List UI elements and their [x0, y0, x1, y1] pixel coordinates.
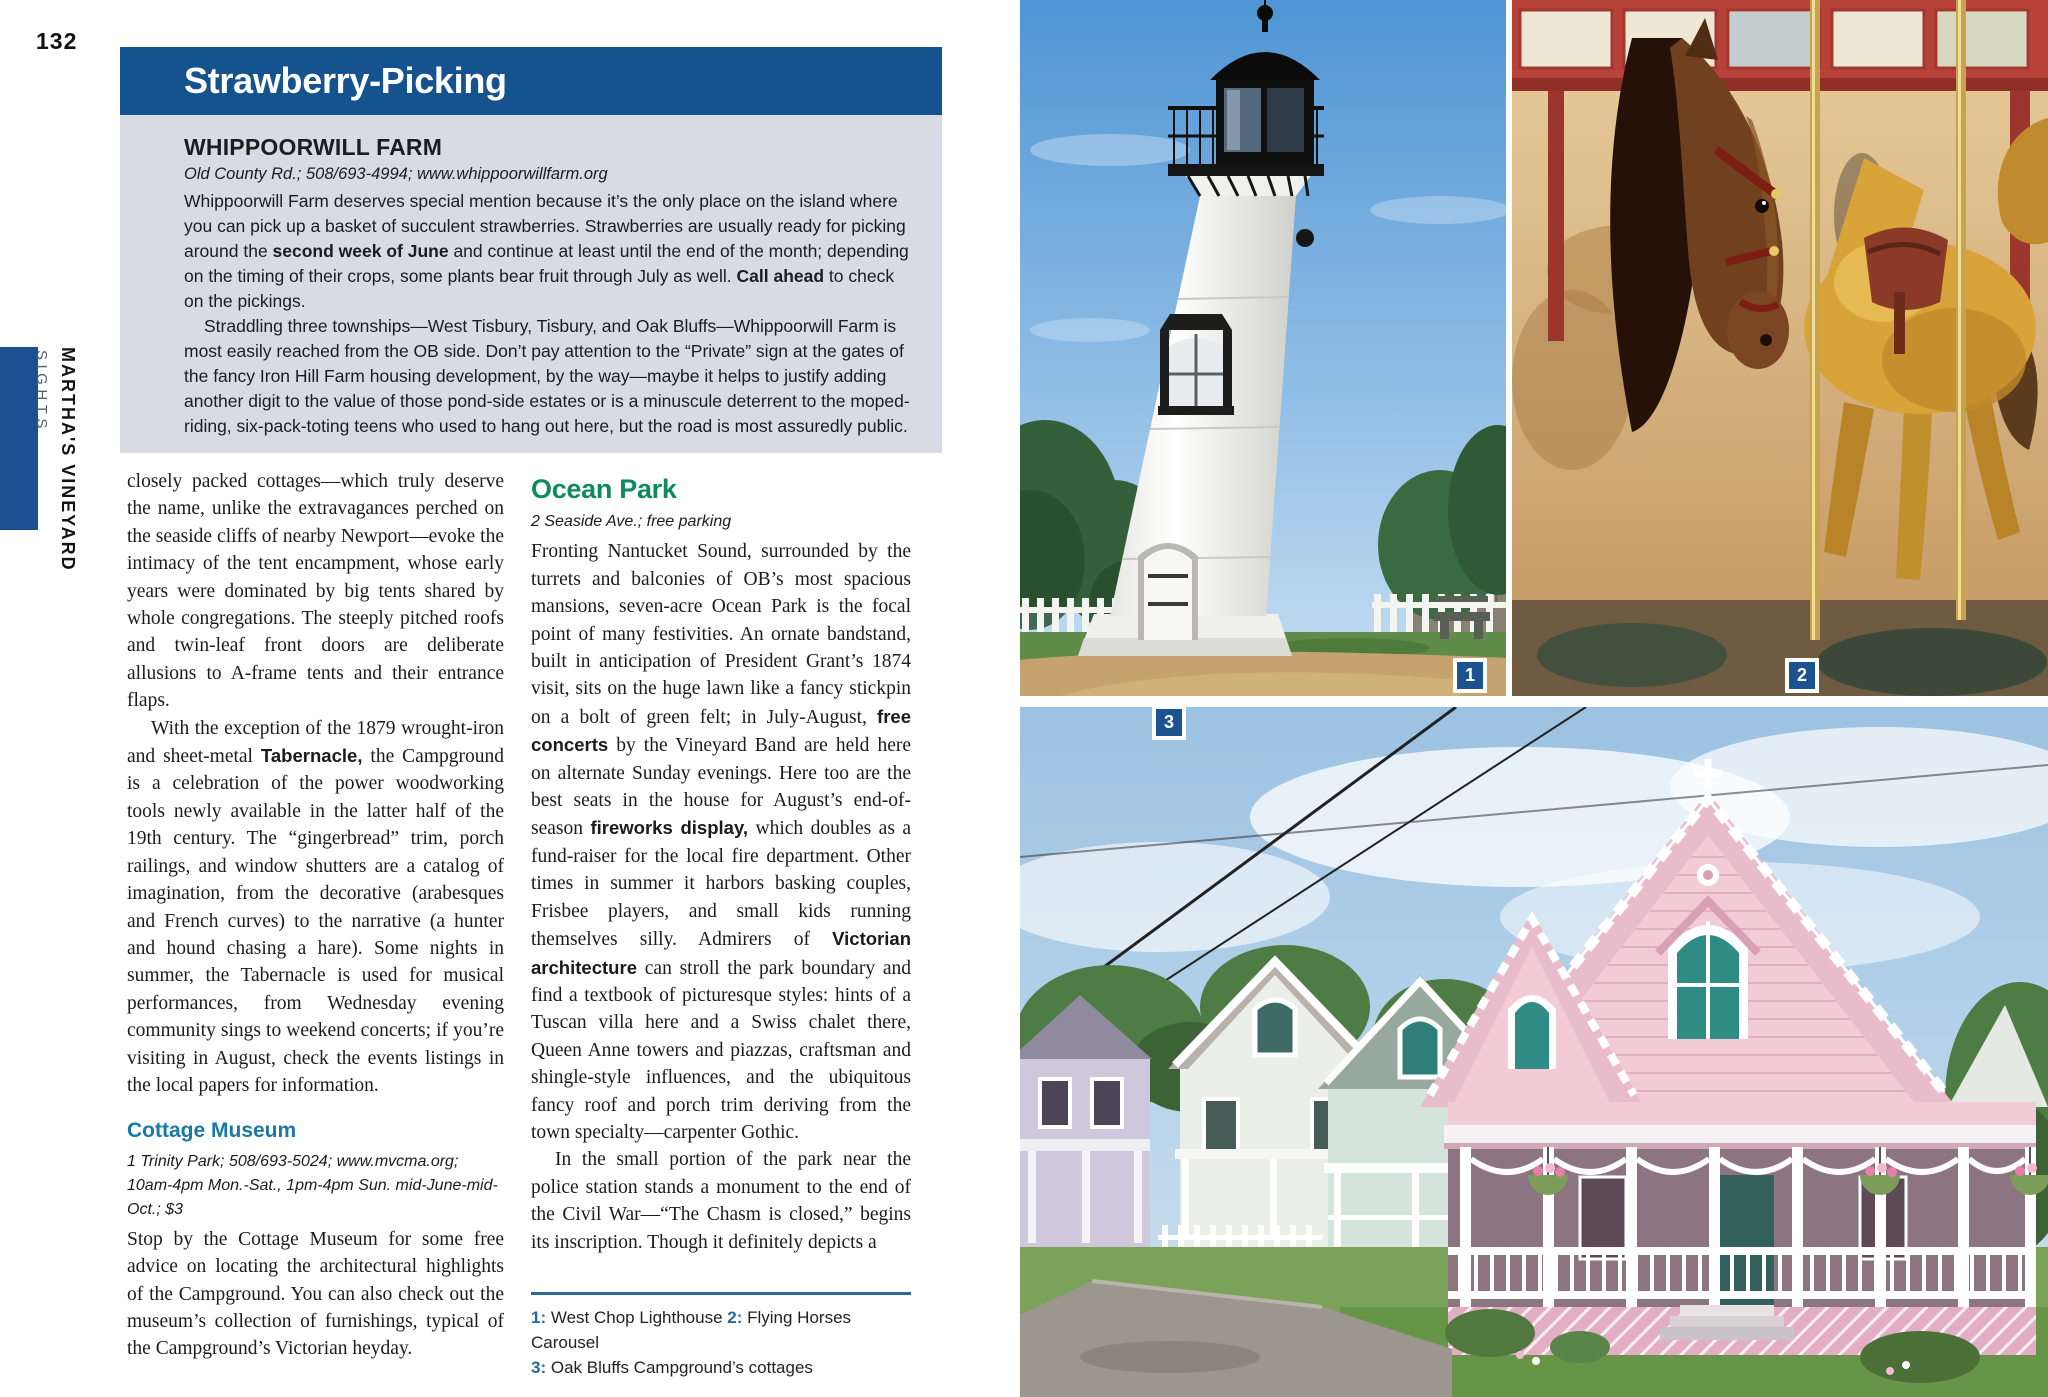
feature-title: Strawberry-Picking [184, 60, 507, 101]
photo-caption [531, 1292, 911, 1380]
listing-name-whippoorwill-farm: WHIPPOORWILL FARM [184, 134, 443, 160]
photo-number-badge-3: 3 [1152, 705, 1186, 740]
photo-number-badge-2: 2 [1785, 658, 1819, 693]
feature-paragraph-2: Straddling three townships—West Tisbury, Tisbury, and Oak Bluffs—Whippoorwill Farm is most easily reached from the OB side. Don’t pay attention to the “Private” sign at the gates of the fancy Iron Hill Farm housing development, by the way—maybe it helps to justify adding another digit to the value of those pond-side estates or is a minuscule deterrent to the moped-riding, six-pack-toting teens who used to hang out here, but the road is most assuredly public. [184, 316, 910, 436]
left-text-column [127, 468, 504, 1363]
middle-text-column [531, 468, 911, 1256]
feature-box [120, 115, 942, 453]
feature-paragraph-1: Whippoorwill Farm deserves special mention because it’s the only place on the island where you can pick up a basket of succulent strawberries. Strawberries are usually ready for picking around the second week of June and continue at least until the end of the month; depending on the timing of their crops, some plants bear fruit through July as well. Call ahead to check on the pickings. [184, 191, 909, 311]
feature-banner [120, 47, 942, 115]
photo-oak-bluffs-cottages [1020, 707, 2048, 1397]
listing-details: 2 Seaside Ave.; free parking [531, 513, 732, 531]
carousel-illustration [1512, 0, 2048, 696]
caption-line-2: 3: Oak Bluffs Campground’s cottages [531, 1358, 813, 1377]
listing-name-cottage-museum: Cottage Museum [127, 1119, 297, 1143]
sidebar-section-label: SIGHTS [33, 350, 50, 433]
listing-details: Old County Rd.; 508/693-4994; www.whippoorwillfarm.org [184, 165, 608, 183]
page-number: 132 [36, 28, 78, 54]
body-paragraph: In the small portion of the park near the police station stands a monument to the end of the Civil War—“The Chasm is closed,” begins its inscription. Though it definitely depicts a [531, 1149, 911, 1253]
body-paragraph: closely packed cottages—which truly deserve the name, unlike the extravagances perched on the seaside cliffs of nearby Newport—evoke the intimacy of the tent encampment, whose early years were dominated by big tents shared by whole congregations. The steeply pitched roofs and twin-leaf front doors are deliberate allusions to A-frame tents and their entrance flaps. [127, 471, 504, 712]
photo-flying-horses-carousel [1512, 0, 2048, 696]
body-paragraph: Fronting Nantucket Sound, surrounded by the turrets and balconies of OB’s most spacious mansions, seven-acre Ocean Park is the focal point of many festivities. An ornate bandstand, built in anticipation of President Grant’s 1874 visit, sits on the huge lawn like a fancy stickpin on a bolt of green felt; in July-August, free concerts by the Vineyard Band are held here on alternate Sunday evenings. Here too are the best seats in the house for August’s end-of-season fireworks display, which doubles as a fund-raiser for the local fire department. Other times in summer it harbors basking couples, Frisbee players, and small kids running themselves silly. Admirers of Victorian architecture can stroll the park boundary and find a textbook of picturesque styles: hints of a Tuscan villa here and a Swiss chalet there, Queen Anne towers and piazzas, craftsman and shingle-style influences, and the ubiquitous fancy roof and porch trim deriving from the town specialty—carpenter Gothic. [531, 541, 912, 1143]
caption-line-1: 1: West Chop Lighthouse 2: Flying Horses Carousel [531, 1308, 852, 1352]
listing-details: 1 Trinity Park; 508/693-5024; www.mvcma.org; 10am-4pm Mon.-Sat., 1pm-4pm Sun. mid-June-mid-Oct.; $3 [127, 1152, 498, 1218]
photo-west-chop-lighthouse [1020, 0, 1506, 696]
photo-number-badge-1: 1 [1453, 658, 1487, 693]
lighthouse-illustration [1020, 0, 1506, 696]
sidebar-region-label: MARTHA'S VINEYARD [58, 347, 78, 572]
listing-name-ocean-park: Ocean Park [531, 474, 677, 504]
body-paragraph: Stop by the Cottage Museum for some free advice on locating the architectural highlights of the Campground. You can also check out the museum’s collection of furnishings, typical of the Campground’s Victorian heyday. [127, 1228, 504, 1360]
cottages-illustration [1020, 707, 2048, 1397]
body-paragraph: With the exception of the 1879 wrought-iron and sheet-metal Tabernacle, the Campground is a celebration of the power woodworking tools newly available in the latter half of the 19th century. The “gingerbread” trim, porch railings, and window shutters are a catalog of imagination, from the decorative (arabesques and French curves) to the narrative (a hunter and hound chasing a hare). Some nights in summer, the Tabernacle is used for musical performances, from Wednesday evening community sings to weekend concerts; if you’re visiting in August, check the events listings in the local papers for information. [127, 717, 504, 1096]
